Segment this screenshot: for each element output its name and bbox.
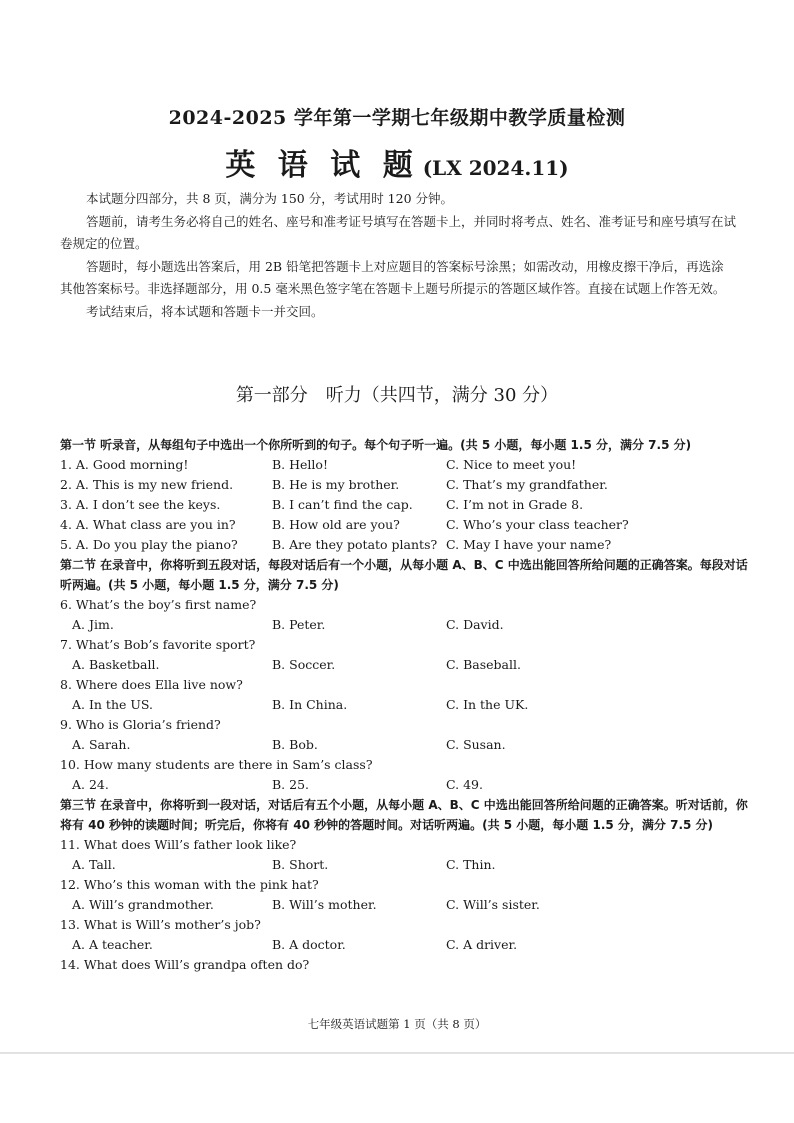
question-row	[60, 515, 750, 535]
option-b: B. Short.	[272, 857, 329, 872]
option-c: C. In the UK.	[446, 697, 529, 712]
instructions	[60, 188, 736, 323]
option-a: A. Basketball.	[72, 657, 160, 672]
option-b: B. Will’s mother.	[272, 897, 377, 912]
option-a: A. Jim.	[72, 617, 114, 632]
question-row	[60, 495, 750, 515]
question-text: 8. Where does Ella live now?	[60, 677, 243, 692]
question-text: 11. What does Will’s father look like?	[60, 837, 297, 852]
option-c: C. David.	[446, 617, 504, 632]
exam-subject-title	[0, 140, 794, 184]
question-text: 14. What does Will’s grandpa often do?	[60, 957, 310, 972]
option-a: A. A teacher.	[72, 937, 153, 952]
options-row	[60, 935, 750, 955]
question-text: 12. Who’s this woman with the pink hat?	[60, 877, 319, 892]
question-row	[60, 535, 750, 555]
option-c: C. Susan.	[446, 737, 506, 752]
page-footer: 七年级英语试题第 1 页（共 8 页）	[307, 1017, 487, 1031]
question-text: 9. Who is Gloria’s friend?	[60, 717, 221, 732]
instruction-paragraph: 考试结束后，将本试题和答题卡一并交回。	[86, 303, 324, 319]
options-row	[60, 735, 750, 755]
option-b: B. I can’t find the cap.	[272, 497, 413, 512]
question-text: 13. What is Will’s mother’s job?	[60, 917, 261, 932]
option-c: C. Who’s your class teacher?	[446, 517, 629, 532]
option-b: B. Hello!	[272, 457, 328, 472]
options-row	[60, 895, 750, 915]
option-a: 3. A. I don’t see the keys.	[60, 497, 221, 512]
option-a: A. Will’s grandmother.	[72, 897, 214, 912]
option-a: 4. A. What class are you in?	[60, 517, 236, 532]
option-c: C. I’m not in Grade 8.	[446, 497, 584, 512]
options-row	[60, 615, 750, 635]
option-a: A. 24.	[72, 777, 109, 792]
question-row	[60, 455, 750, 475]
subject-name: 英 语 试 题	[225, 148, 419, 183]
option-c: C. Nice to meet you!	[446, 457, 577, 472]
options-row	[60, 655, 750, 675]
option-a: A. Tall.	[72, 857, 116, 872]
bottom-divider	[0, 1052, 794, 1054]
option-c: C. That’s my grandfather.	[446, 477, 608, 492]
instruction-paragraph: 答题前，请考生务必将自己的姓名、座号和准考证号填写在答题卡上，并同时将考点、姓名、准考证号和座号填写在试卷规定的位置。	[60, 213, 737, 251]
option-b: B. In China.	[272, 697, 348, 712]
option-c: C. Thin.	[446, 857, 496, 872]
option-b: B. A doctor.	[272, 937, 346, 952]
option-b: B. Bob.	[272, 737, 318, 752]
question-text: 6. What’s the boy’s first name?	[60, 597, 257, 612]
option-c: C. May I have your name?	[446, 537, 612, 552]
option-c: C. 49.	[446, 777, 483, 792]
option-a: A. In the US.	[72, 697, 154, 712]
exam-code: (LX 2024.11)	[422, 156, 569, 180]
section-one-heading: 第一节 听录音，从每组句子中选出一个你所听到的句子。每个句子听一遍。(共 5 小题，每小题 1.5 分，满分 7.5 分)	[60, 438, 692, 452]
option-b: B. 25.	[272, 777, 310, 792]
option-c: C. Baseball.	[446, 657, 521, 672]
section-three-heading: 第三节 在录音中，你将听到一段对话，对话后有五个小题，从每小题 A、B、C 中选出能回答所给问题的正确答案。听对话前，你将有 40 秒钟的读题时间；听完后，你将有 40 秒钟的答题时间。对话听两遍。(共 5 小题，每小题 1.5 分，满分 7.5 分)	[60, 798, 748, 832]
option-a: A. Sarah.	[72, 737, 131, 752]
option-b: B. How old are you?	[272, 517, 400, 532]
question-text: 7. What’s Bob’s favorite sport?	[60, 637, 256, 652]
option-a: 2. A. This is my new friend.	[60, 477, 234, 492]
part-one-title: 第一部分 听力（共四节，满分 30 分）	[235, 385, 559, 406]
listening-section	[60, 435, 750, 975]
options-row	[60, 855, 750, 875]
options-row	[60, 695, 750, 715]
option-c: C. A driver.	[446, 937, 518, 952]
option-a: 1. A. Good morning!	[60, 457, 189, 472]
question-row	[60, 475, 750, 495]
option-b: B. He is my brother.	[272, 477, 400, 492]
section-two-heading: 第二节 在录音中，你将听到五段对话，每段对话后有一个小题，从每小题 A、B、C 中选出能回答所给问题的正确答案。每段对话听两遍。(共 5 小题，每小题 1.5 分，满分 7.5 分)	[60, 558, 748, 592]
option-b: B. Are they potato plants?	[272, 537, 438, 552]
instruction-paragraph: 答题时，每小题选出答案后，用 2B 铅笔把答题卡上对应题目的答案标号涂黑；如需改动，用橡皮擦干净后，再选涂其他答案标号。非选择题部分，用 0.5 毫米黑色签字笔在答题卡上题号所提示的答题区域作答。直接在试题上作答无效。	[60, 258, 726, 296]
exam-title-line: 2024-2025 学年第一学期七年级期中教学质量检测	[168, 107, 626, 129]
options-row	[60, 775, 750, 795]
option-b: B. Soccer.	[272, 657, 336, 672]
option-a: 5. A. Do you play the piano?	[60, 537, 238, 552]
question-text: 10. How many students are there in Sam’s class?	[60, 757, 373, 772]
option-c: C. Will’s sister.	[446, 897, 540, 912]
instruction-paragraph: 本试题分四部分，共 8 页，满分为 150 分，考试用时 120 分钟。	[86, 191, 454, 206]
option-b: B. Peter.	[272, 617, 326, 632]
